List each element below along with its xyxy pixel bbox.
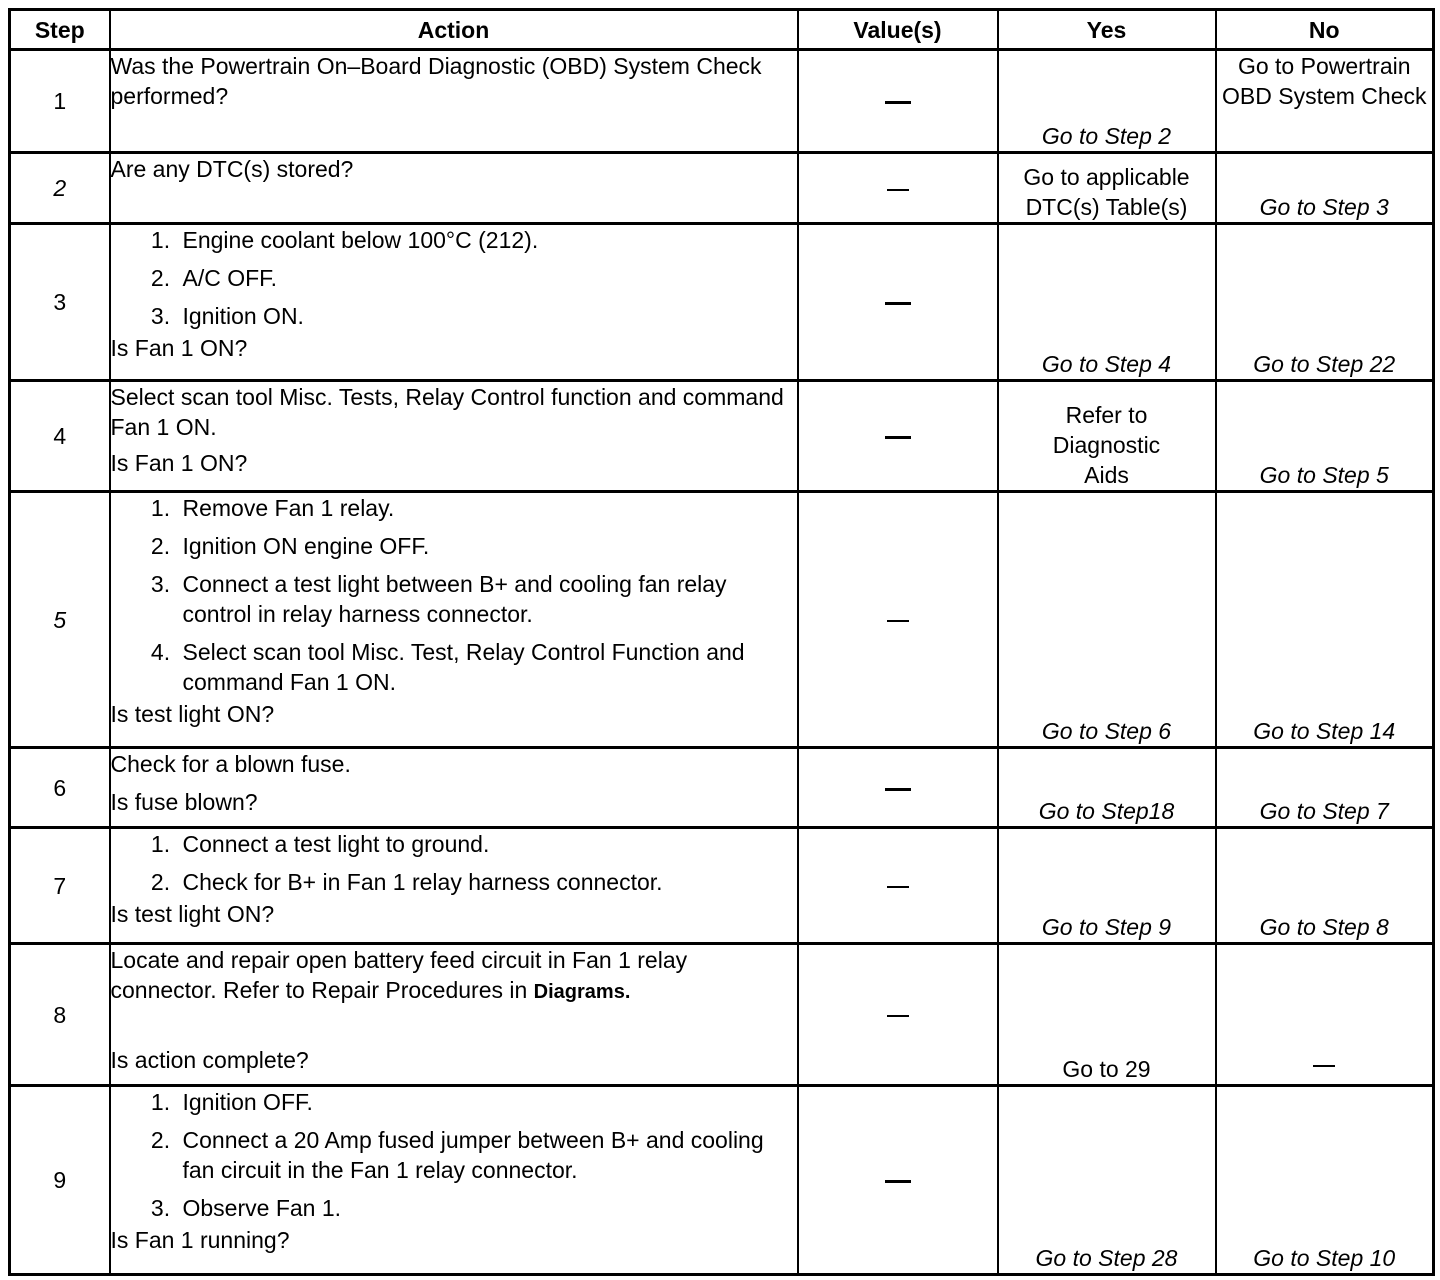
action-step: 2. Check for B+ in Fan 1 relay harness connector. [177,867,797,897]
dash-glyph [885,101,911,104]
action-text: Are any DTC(s) stored? [110,156,354,182]
value-cell [798,828,998,944]
yes-cell: Go to Step 2 [998,50,1216,153]
action-question: Is test light ON? [110,701,275,727]
value-cell [798,153,998,224]
action-step: 3. Connect a test light between B+ and cooling fan relay control in relay harness connector. [177,569,797,629]
action-steps [111,1087,797,1223]
action-steps [111,493,797,697]
no-cell: Go to Powertrain OBD System Check [1216,50,1434,153]
value-cell [798,1086,998,1275]
table-row [10,224,1434,381]
dash-glyph [887,620,909,622]
action-cell [110,381,798,492]
no-cell: Go to Step 7 [1216,748,1434,828]
value-cell [798,224,998,381]
table-row [10,381,1434,492]
dash-glyph [885,788,911,791]
action-question: Is action complete? [110,1047,309,1073]
action-text: Locate and repair open battery feed circuit in Fan 1 relay connector. Refer to Repair Procedures in [110,947,688,1003]
yes-cell: Refer to Diagnostic Aids [998,381,1216,492]
yes-cell: Go to Step18 [998,748,1216,828]
action-step: 1. Remove Fan 1 relay. [177,493,797,523]
value-cell [798,492,998,748]
table-row [10,1086,1434,1275]
value-cell [798,748,998,828]
action-cell [110,748,798,828]
yes-cell: Go to 29 [998,944,1216,1086]
no-cell: Go to Step 5 [1216,381,1434,492]
yes-cell: Go to Step 9 [998,828,1216,944]
step-number: 2 [10,153,110,224]
action-question: Is Fan 1 ON? [110,335,248,361]
diagnostic-table [8,8,1435,1276]
dash-glyph [885,302,911,305]
no-cell: Go to Step 14 [1216,492,1434,748]
step-number: 5 [10,492,110,748]
table-row [10,50,1434,153]
step-number: 8 [10,944,110,1086]
table-row [10,492,1434,748]
action-cell [110,153,798,224]
header-values: Value(s) [798,10,998,50]
header-row [10,10,1434,50]
action-step: 2. Ignition ON engine OFF. [177,531,797,561]
action-step: 1. Ignition OFF. [177,1087,797,1117]
table-row [10,944,1434,1086]
action-question: Is fuse blown? [110,789,258,815]
step-number: 9 [10,1086,110,1275]
step-number: 7 [10,828,110,944]
action-question: Is test light ON? [110,901,275,927]
header-yes: Yes [998,10,1216,50]
action-question: Is Fan 1 ON? [110,450,248,476]
diagrams-reference: Diagrams. [533,981,631,1003]
action-step: 2. Connect a 20 Amp fused jumper between B+ and cooling fan circuit in the Fan 1 relay connector. [177,1125,797,1185]
action-text: Was the Powertrain On–Board Diagnostic (OBD) System Check performed? [110,53,762,109]
value-cell [798,944,998,1086]
dash-glyph [1313,1065,1335,1067]
action-step: 1. Engine coolant below 100°C (212). [177,225,797,255]
dash-glyph [887,189,909,191]
header-no: No [1216,10,1434,50]
action-step: 4. Select scan tool Misc. Test, Relay Control Function and command Fan 1 ON. [177,637,797,697]
action-cell [110,492,798,748]
step-number: 3 [10,224,110,381]
header-step: Step [10,10,110,50]
dash-glyph [887,1015,909,1017]
yes-cell: Go to Step 28 [998,1086,1216,1275]
action-cell [110,828,798,944]
action-question: Is Fan 1 running? [110,1227,290,1253]
action-text: Check for a blown fuse. [110,751,351,777]
table-row [10,828,1434,944]
no-cell: Go to Step 8 [1216,828,1434,944]
step-number: 4 [10,381,110,492]
action-cell [110,224,798,381]
dash-glyph [885,436,911,439]
value-cell [798,381,998,492]
yes-cell: Go to Step 4 [998,224,1216,381]
no-cell: Go to Step 22 [1216,224,1434,381]
no-cell [1216,944,1434,1086]
no-cell: Go to Step 3 [1216,153,1434,224]
no-cell: Go to Step 10 [1216,1086,1434,1275]
action-step: 1. Connect a test light to ground. [177,829,797,859]
action-steps [111,829,797,897]
action-cell [110,50,798,153]
yes-cell: Go to applicable DTC(s) Table(s) [998,153,1216,224]
action-step: 3. Observe Fan 1. [177,1193,797,1223]
table-row [10,748,1434,828]
step-number: 6 [10,748,110,828]
header-action: Action [110,10,798,50]
action-text: Select scan tool Misc. Tests, Relay Control function and command Fan 1 ON. [110,384,784,440]
table-row [10,153,1434,224]
action-step: 2. A/C OFF. [177,263,797,293]
action-step: 3. Ignition ON. [177,301,797,331]
value-cell [798,50,998,153]
action-steps [111,225,797,331]
action-cell [110,1086,798,1275]
dash-glyph [887,886,909,888]
action-text-wrap [111,945,797,1007]
action-inner [111,945,797,1075]
action-cell [110,944,798,1086]
step-number: 1 [10,50,110,153]
yes-cell: Go to Step 6 [998,492,1216,748]
dash-glyph [885,1180,911,1183]
